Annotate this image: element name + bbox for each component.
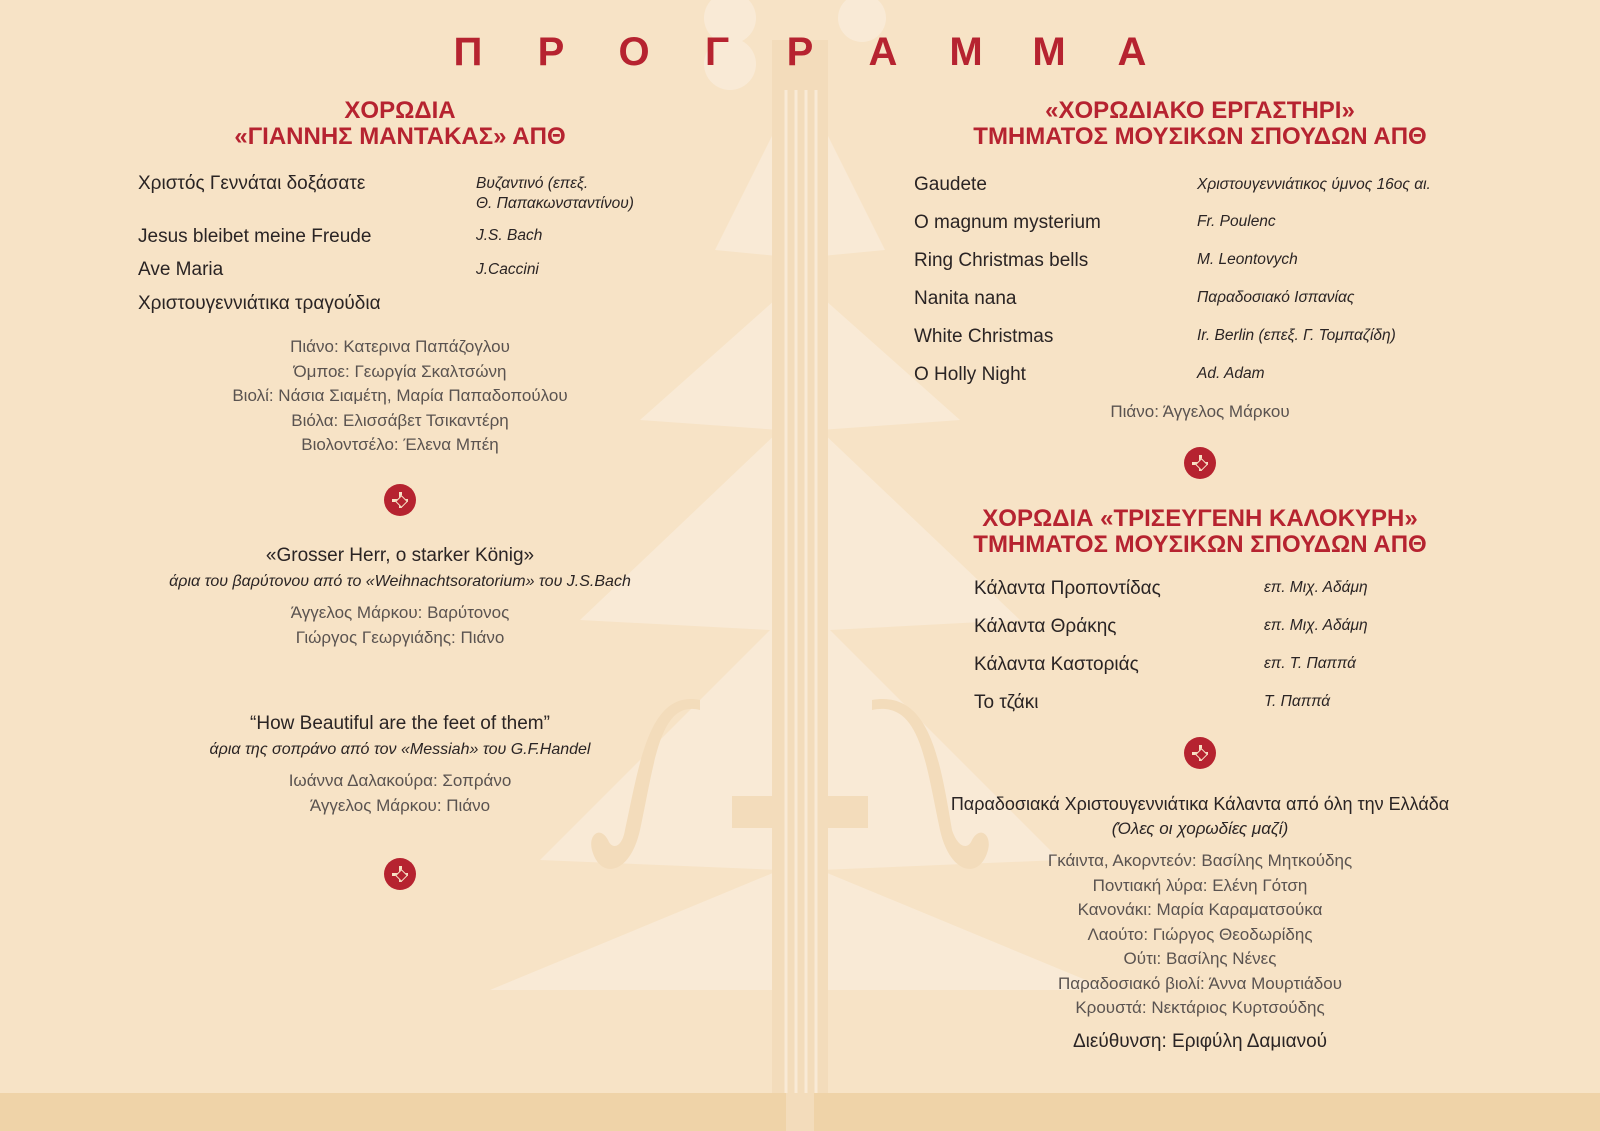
- performer-line: Άγγελος Μάρκου: Πιάνο: [309, 795, 491, 815]
- left-performers: [150, 335, 650, 458]
- choir-heading-line: ΤΜΗΜΑΤΟΣ ΜΟΥΣΙΚΩΝ ΣΠΟΥΔΩΝ ΑΠΘ: [973, 123, 1427, 150]
- piece-title: Χριστουγεννιάτικα τραγούδια: [138, 293, 381, 314]
- piece-title: Το τζάκι: [974, 692, 1039, 713]
- performer-line: Λαούτο: Γιώργος Θεοδωρίδης: [1087, 924, 1313, 944]
- performer-line: Βιόλα: Ελισσάβετ Τσικαντέρη: [291, 410, 509, 430]
- piece-composer: Fr. Poulenc: [1197, 213, 1276, 230]
- aria-title: «Grosser Herr, o starker König»: [265, 545, 535, 566]
- piece-title: Gaudete: [914, 174, 987, 195]
- piece-title: O Holly Night: [914, 364, 1026, 385]
- ornament-icon: [1184, 737, 1216, 769]
- left-choir-heading: [130, 98, 670, 150]
- piece-composer: Χριστουγεννιάτικος ύμνος 16ος αι.: [1197, 176, 1431, 193]
- title-letter: Ρ: [537, 30, 565, 74]
- ornament-icon: [384, 484, 416, 516]
- piece-composer: Παραδοσιακό Ισπανίας: [1197, 289, 1355, 306]
- piece-title: Ring Christmas bells: [914, 250, 1089, 271]
- performer-line: Βιολί: Νάσια Σιαμέτη, Μαρία Παπαδοπούλου: [232, 386, 568, 405]
- page-title: [0, 30, 1600, 75]
- piece-composer: [476, 174, 634, 214]
- piece-title: Nanita nana: [914, 288, 1017, 309]
- performer-line: Παραδοσιακό βιολί: Άννα Μουρτιάδου: [1057, 973, 1343, 993]
- performer-line: Κανονάκι: Μαρία Καραματσούκα: [1077, 900, 1323, 919]
- performer-line: Ούτι: Βασίλης Νένες: [1123, 949, 1277, 968]
- piece-title: Ave Maria: [138, 259, 224, 280]
- choir-heading-line: «ΧΟΡΩΔΙΑΚΟ ΕΡΓΑΣΤΗΡΙ»: [1045, 97, 1355, 124]
- piece-title: Κάλαντα Θράκης: [974, 616, 1117, 637]
- performer-line: Γιώργος Γεωργιάδης: Πιάνο: [295, 627, 505, 647]
- finale-title: Παραδοσιακά Χριστουγεννιάτικα Κάλαντα από όλη την Ελλάδα: [950, 794, 1450, 814]
- director: Διεύθυνση: Εριφύλη Δαμιανού: [1072, 1030, 1328, 1052]
- aria-subtitle: άρια της σοπράνο από τον «Messiah» του G.F.Handel: [209, 741, 591, 758]
- aria1-block: [100, 545, 700, 650]
- piece-composer: Τ. Παππά: [1264, 693, 1331, 710]
- performer-line: Ποντιακή λύρα: Ελένη Γότση: [1092, 875, 1308, 895]
- aria-subtitle: άρια του βαρύτονου από το «Weihnachtsoratorium» του J.S.Bach: [169, 573, 631, 590]
- piece-title: Jesus bleibet meine Freude: [138, 226, 372, 247]
- piece-title: Κάλαντα Καστοριάς: [974, 654, 1139, 675]
- ornament-icon: [1184, 447, 1216, 479]
- piece-title: Κάλαντα Προποντίδας: [974, 578, 1161, 599]
- cello-neck: [772, 40, 828, 1131]
- aria-performers: [100, 769, 700, 818]
- choir-heading-line: «ΓΙΑΝΝΗΣ ΜΑΝΤΑΚΑΣ» ΑΠΘ: [234, 123, 566, 150]
- title-letter: Α: [1117, 30, 1147, 74]
- piece-composer: Ad. Adam: [1197, 365, 1265, 382]
- performer-line: Ιωάννα Δαλακούρα: Σοπράνο: [288, 771, 512, 790]
- right-choir1-heading: [900, 98, 1500, 150]
- finale-performers: [880, 849, 1520, 1021]
- composer-line: Θ. Παπακωνσταντίνου): [476, 195, 634, 212]
- ornament-icon: [384, 858, 416, 890]
- performer-line: Πιάνο: Κατερινα Παπάζογλου: [290, 337, 510, 356]
- cello-bridge: [732, 796, 868, 828]
- choir-heading-line: ΧΟΡΩΔΙΑ: [344, 97, 456, 124]
- piece-composer: επ. Μιχ. Αδάμη: [1264, 617, 1368, 634]
- performer-line: Γκάιντα, Ακορντεόν: Βασίλης Μητκούδης: [1047, 851, 1353, 870]
- piece-composer: επ. Μιχ. Αδάμη: [1264, 579, 1368, 596]
- title-letter: Μ: [1032, 30, 1066, 74]
- title-letter: Ρ: [786, 30, 814, 74]
- piece-title: Χριστός Γεννάται δοξάσατε: [138, 173, 366, 194]
- title-letter: Α: [868, 30, 898, 74]
- performer-line: Άγγελος Μάρκου: Βαρύτονος: [290, 603, 510, 622]
- right-piano: Πιάνο: Άγγελος Μάρκου: [1110, 402, 1290, 421]
- performer-line: Κρουστά: Νεκτάριος Κυρτσούδης: [1075, 998, 1325, 1017]
- choir-heading-line: ΤΜΗΜΑΤΟΣ ΜΟΥΣΙΚΩΝ ΣΠΟΥΔΩΝ ΑΠΘ: [973, 531, 1427, 558]
- title-letter: Γ: [704, 30, 730, 74]
- performer-line: Όμποε: Γεωργία Σκαλτσώνη: [293, 361, 507, 381]
- piece-composer: Ir. Berlin (επεξ. Γ. Τομπαζίδη): [1197, 327, 1396, 344]
- finale-block: [880, 794, 1520, 1053]
- composer-line: Βυζαντινό (επεξ.: [476, 175, 589, 192]
- piece-composer: επ. Τ. Παππά: [1264, 655, 1356, 672]
- right-choir2-heading: [900, 506, 1500, 558]
- piece-title: White Christmas: [914, 326, 1054, 347]
- choir-heading-line: ΧΟΡΩΔΙΑ «ΤΡΙΣΕΥΓΕΝΗ ΚΑΛΟΚΥΡΗ»: [982, 505, 1418, 532]
- piece-title: O magnum mysterium: [914, 212, 1101, 233]
- aria-performers: [100, 601, 700, 650]
- piece-composer: M. Leontovych: [1197, 251, 1298, 268]
- title-letter: Μ: [949, 30, 983, 74]
- aria-title: “How Beautiful are the feet of them”: [250, 713, 550, 734]
- piece-composer: J.S. Bach: [476, 227, 543, 244]
- performer-line: Βιολοντσέλο: Έλενα Μπέη: [301, 435, 499, 454]
- piece-composer: J.Caccini: [476, 261, 539, 278]
- aria2-block: [100, 713, 700, 818]
- title-letter: Π: [453, 30, 483, 74]
- title-letter: Ο: [618, 30, 650, 74]
- finale-subtitle: (Όλες οι χορωδίες μαζί): [1111, 819, 1289, 838]
